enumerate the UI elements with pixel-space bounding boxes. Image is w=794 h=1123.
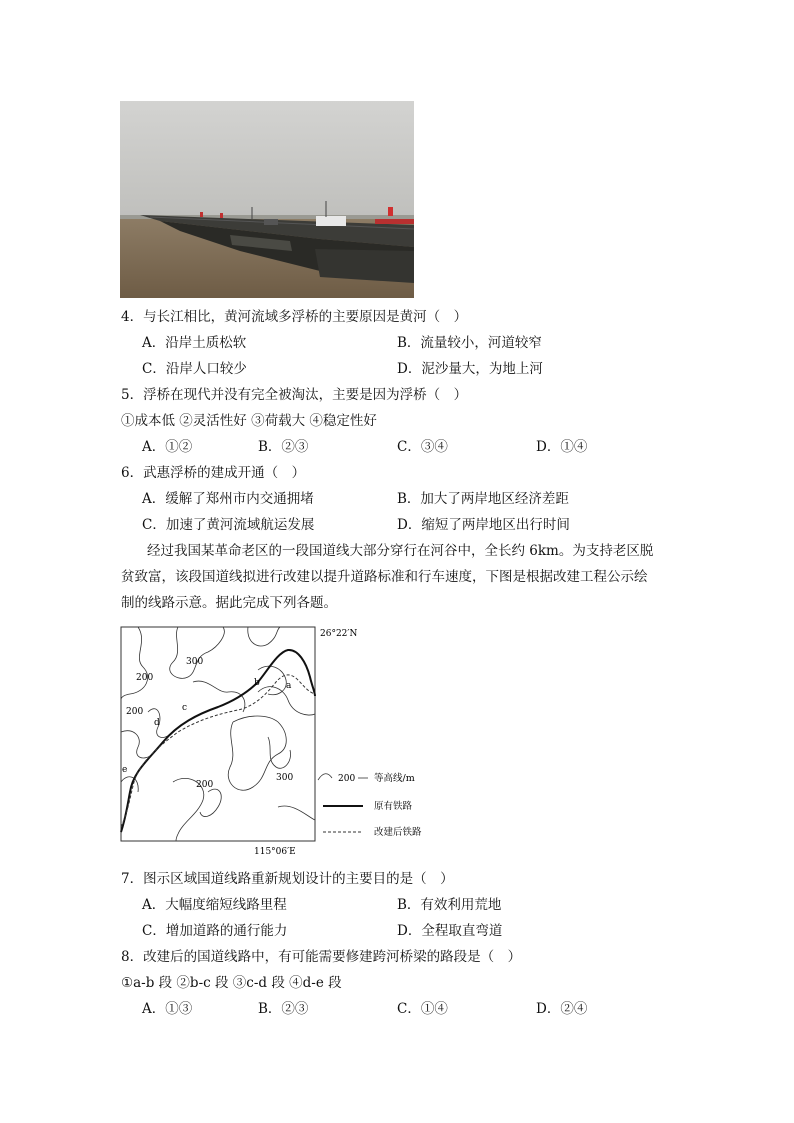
contour-label-300-a: 300: [186, 657, 204, 667]
q7-stem: 7．图示区域国道线路重新规划设计的主要目的是（ ）: [121, 871, 454, 887]
q7-option-c: C．增加道路的通行能力: [142, 923, 288, 939]
q7-option-b: B．有效利用荒地: [397, 897, 502, 913]
q4-option-a: A．沿岸土质松软: [142, 335, 247, 351]
latitude-label: 26°22′N: [320, 629, 358, 639]
q6-option-d: D．缩短了两岸地区出行时间: [397, 517, 570, 533]
q8-option-c: C．①④: [397, 1001, 448, 1017]
q5-option-a: A．①②: [142, 439, 193, 455]
point-label-d: d: [154, 718, 160, 728]
rebuilt-road-line: [121, 675, 315, 827]
q4-option-c: C．沿岸人口较少: [142, 361, 247, 377]
legend-original-label: 原有铁路: [374, 801, 413, 812]
legend-contour-label: 等高线/m: [374, 773, 415, 784]
route-map-svg: [118, 622, 448, 858]
passage-line-2: 贫致富，该段国道线拟进行改建以提升道路标准和行车速度，下图是根据改建工程公示绘: [121, 569, 648, 585]
pontoon-bridge-photo: [120, 101, 414, 298]
map-frame: [121, 627, 315, 841]
pontoon-bridge-image: [120, 101, 414, 298]
q6-stem: 6．武惠浮桥的建成开通（ ）: [121, 465, 306, 481]
passage-line-1: 经过我国某革命老区的一段国道线大部分穿行在河谷中，全长约 6km。为支持老区脱: [147, 543, 654, 559]
q5-option-d: D．①④: [536, 439, 588, 455]
q7-option-d: D．全程取直弯道: [397, 923, 503, 939]
point-label-c: c: [182, 703, 188, 713]
q8-items: ①a-b 段 ②b-c 段 ③c-d 段 ④d-e 段: [121, 975, 342, 991]
longitude-label: 115°06′E: [254, 847, 296, 857]
contour-label-300-b: 300: [276, 773, 294, 783]
legend-rebuilt-label: 改建后铁路: [374, 827, 422, 838]
contour-label-200-a: 200: [136, 673, 154, 683]
q4-stem: 4．与长江相比，黄河流域多浮桥的主要原因是黄河（ ）: [121, 309, 468, 325]
q4-option-d: D．泥沙量大，为地上河: [397, 361, 543, 377]
q6-option-c: C．加速了黄河流域航运发展: [142, 517, 315, 533]
q8-stem: 8．改建后的国道线路中，有可能需要修建跨河桥梁的路段是（ ）: [121, 949, 522, 965]
point-label-e: e: [122, 765, 128, 775]
q4-option-b: B．流量较小，河道较窄: [397, 335, 542, 351]
point-label-a: a: [286, 681, 292, 691]
q5-option-b: B．②③: [258, 439, 309, 455]
q5-items: ①成本低 ②灵活性好 ③荷载大 ④稳定性好: [121, 413, 377, 429]
legend-contour-symbol: [318, 774, 332, 780]
q6-option-a: A．缓解了郑州市内交通拥堵: [142, 491, 314, 507]
q6-option-b: B．加大了两岸地区经济差距: [397, 491, 569, 507]
q8-option-d: D．②④: [536, 1001, 588, 1017]
q8-option-b: B．②③: [258, 1001, 309, 1017]
point-label-b: b: [254, 678, 260, 688]
q8-option-a: A．①③: [142, 1001, 193, 1017]
contour-label-200-c: 200: [196, 780, 214, 790]
passage-line-3: 制的线路示意。据此完成下列各题。: [121, 595, 337, 611]
q5-stem: 5．浮桥在现代并没有完全被淘汰，主要是因为浮桥（ ）: [121, 387, 468, 403]
contour-label-200-b: 200: [126, 707, 144, 717]
route-map: [118, 622, 448, 858]
q7-option-a: A．大幅度缩短线路里程: [142, 897, 287, 913]
legend-contour-value: 200: [338, 774, 356, 784]
q5-option-c: C．③④: [397, 439, 448, 455]
contour-lines: [121, 627, 315, 841]
